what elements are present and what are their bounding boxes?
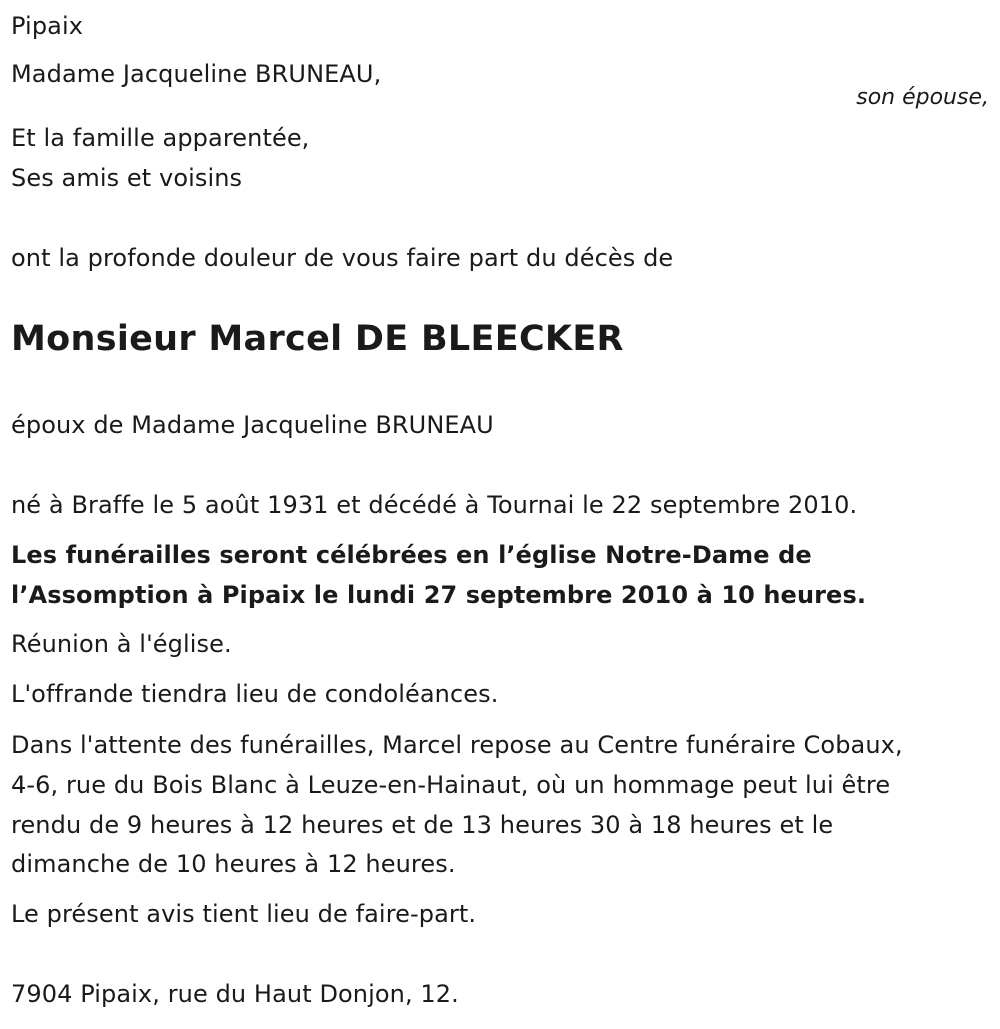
announcement-text: ont la profonde douleur de vous faire part du décès de	[11, 244, 674, 272]
friends-line: Ses amis et voisins	[11, 164, 243, 192]
notice-statement: Le présent avis tient lieu de faire-part.	[11, 900, 477, 928]
funeral-line-2: l’Assomption à Pipaix le lundi 27 septembre 2010 à 10 heures.	[11, 581, 867, 609]
funeral-line-1: Les funérailles seront célébrées en l’église Notre-Dame de	[11, 541, 812, 569]
meeting-line: Réunion à l'église.	[11, 630, 232, 658]
offering-line: L'offrande tiendra lieu de condoléances.	[11, 680, 499, 708]
wake-line-1: Dans l'attente des funérailles, Marcel repose au Centre funéraire Cobaux,	[11, 731, 903, 759]
wake-line-3: rendu de 9 heures à 12 heures et de 13 heures 30 à 18 heures et le	[11, 811, 834, 839]
spouse-line: époux de Madame Jacqueline BRUNEAU	[11, 411, 494, 439]
birth-death-line: né à Braffe le 5 août 1931 et décédé à Tournai le 22 septembre 2010.	[11, 491, 858, 519]
address-line: 7904 Pipaix, rue du Haut Donjon, 12.	[11, 980, 459, 1008]
wake-line-2: 4-6, rue du Bois Blanc à Leuze-en-Hainaut, où un hommage peut lui être	[11, 771, 891, 799]
location-text: Pipaix	[11, 12, 84, 40]
wake-line-4: dimanche de 10 heures à 12 heures.	[11, 850, 456, 878]
family-line: Et la famille apparentée,	[11, 124, 310, 152]
mourner-relation: son épouse,	[856, 85, 989, 110]
deceased-name: Monsieur Marcel DE BLEECKER	[11, 319, 624, 359]
mourner-name: Madame Jacqueline BRUNEAU,	[11, 60, 382, 88]
